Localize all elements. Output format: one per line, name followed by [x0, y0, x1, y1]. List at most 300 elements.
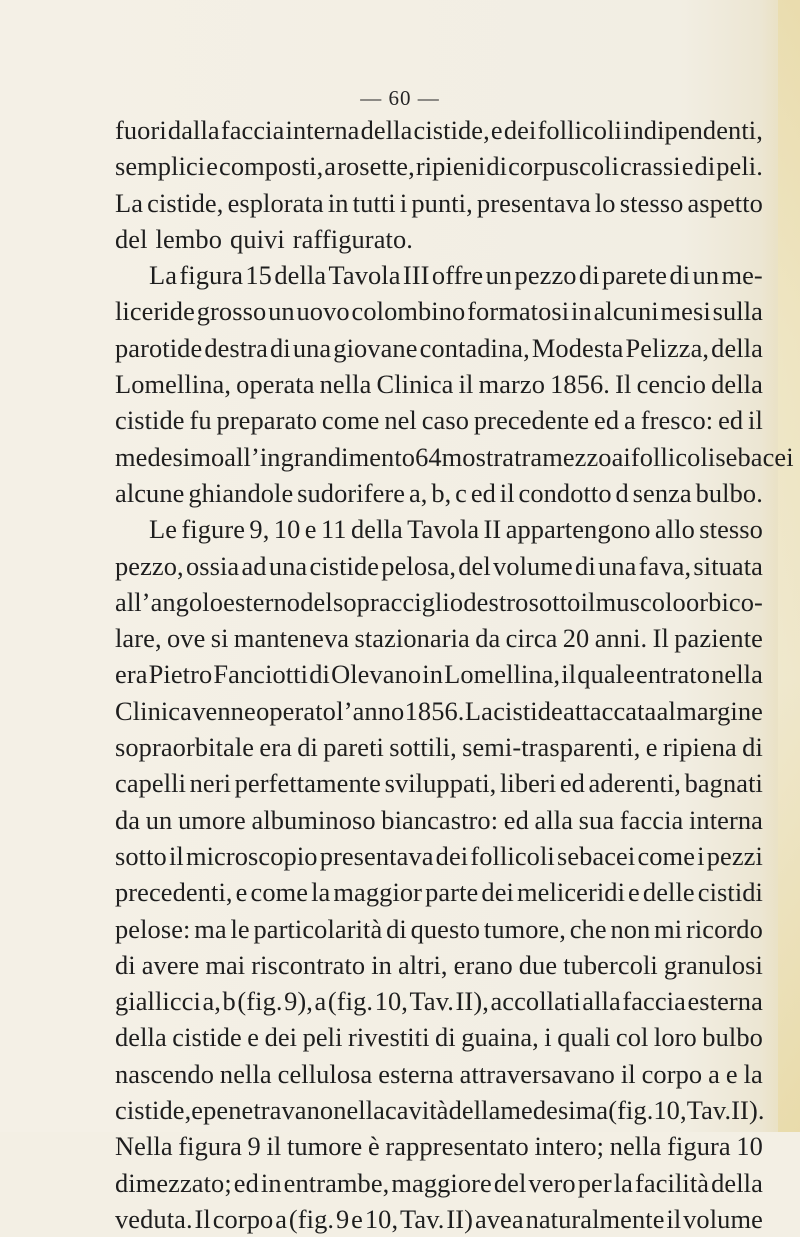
- word: lembo: [155, 223, 223, 254]
- word: II).: [731, 1095, 765, 1126]
- word: circa: [505, 623, 558, 654]
- word: di: [575, 550, 596, 581]
- word: sotto: [528, 586, 581, 617]
- word: bulbo: [702, 1022, 763, 1053]
- word: come: [637, 840, 696, 871]
- word: accollati: [490, 986, 581, 1017]
- word: La: [464, 695, 493, 726]
- word: volume: [683, 1203, 763, 1234]
- word: il: [666, 1203, 682, 1234]
- word: ripieni: [415, 151, 486, 182]
- word: la: [311, 877, 331, 908]
- word: cistide: [172, 1022, 242, 1053]
- word: ad: [241, 550, 267, 581]
- word: e: [681, 151, 694, 182]
- word: La: [115, 187, 144, 218]
- word: e: [191, 1095, 204, 1126]
- word: Olevano: [331, 659, 422, 690]
- word: di: [578, 260, 600, 291]
- word: semplici: [115, 151, 206, 182]
- word: ai: [611, 441, 631, 472]
- word: operato: [256, 695, 336, 726]
- word: nel: [384, 405, 417, 436]
- word: era: [259, 732, 292, 763]
- word: venne: [192, 695, 256, 726]
- word: Lomellina,: [115, 369, 232, 400]
- word: della: [711, 369, 763, 400]
- word: Il: [652, 623, 669, 654]
- word: altri,: [397, 949, 448, 980]
- word: da: [475, 623, 501, 654]
- word: in: [371, 949, 392, 980]
- text-line: [115, 1092, 763, 1128]
- word: del: [493, 1167, 527, 1198]
- word: cistide,: [147, 187, 224, 218]
- text-line: [115, 874, 763, 910]
- word: mostra: [441, 441, 515, 472]
- word: della: [711, 332, 763, 363]
- word: semi-trasparenti,: [462, 732, 641, 763]
- word: ghiandole: [188, 477, 294, 508]
- word: veduta.: [115, 1203, 193, 1234]
- word: destra: [204, 332, 268, 363]
- word: b,: [431, 477, 452, 508]
- word: 10: [273, 514, 301, 545]
- word: sviluppati,: [384, 768, 497, 799]
- word: tubercoli: [563, 949, 658, 980]
- word: manteneva: [233, 623, 350, 654]
- word: facilità: [635, 1167, 710, 1198]
- word: 64: [415, 441, 442, 472]
- word: aspetto: [687, 187, 763, 218]
- word: maggiore: [391, 1167, 492, 1198]
- word: rappresentato: [385, 1131, 529, 1162]
- word: 9),: [284, 986, 313, 1017]
- word: di: [486, 151, 508, 182]
- word: (fig.: [327, 986, 374, 1017]
- word: medesima: [500, 1095, 609, 1126]
- word: aderenti,: [588, 768, 681, 799]
- word: sottili,: [389, 732, 457, 763]
- word: Il: [194, 1203, 211, 1234]
- word: corpuscoli: [508, 151, 620, 182]
- word: all’ingrandimento: [224, 441, 416, 472]
- word: dei: [503, 115, 537, 145]
- word: raffigurato.: [292, 223, 413, 254]
- word: una: [268, 550, 308, 581]
- word: un: [268, 296, 295, 327]
- word: col: [615, 1022, 649, 1053]
- word: di: [115, 949, 136, 980]
- body-text: [115, 112, 794, 1237]
- word: Pietro: [148, 659, 213, 690]
- page-edge-stain: [778, 0, 800, 1132]
- word: indipendenti,: [623, 115, 763, 145]
- word: sebacei: [715, 441, 794, 472]
- word: l’anno: [336, 695, 405, 726]
- word: attaccata: [563, 695, 657, 726]
- word: Tavola: [328, 260, 401, 291]
- word: al: [656, 695, 676, 726]
- word: del: [458, 550, 491, 581]
- word: destro: [463, 586, 529, 617]
- text-line: [115, 765, 763, 801]
- word: come: [250, 877, 309, 908]
- word: a: [708, 1058, 720, 1089]
- word: penetravano: [203, 1095, 334, 1126]
- word: all’angolo: [115, 586, 223, 617]
- word: il: [580, 586, 596, 617]
- word: non: [610, 913, 651, 944]
- word: ed: [470, 477, 496, 508]
- word: contadina,: [419, 332, 530, 363]
- word: si: [210, 623, 229, 654]
- word: faccia: [619, 804, 684, 835]
- text-line: [115, 330, 763, 366]
- word: maggior: [333, 877, 423, 908]
- word: me-: [721, 260, 763, 291]
- word: della: [711, 1167, 763, 1198]
- word: di: [435, 1022, 456, 1053]
- text-line: [115, 802, 763, 838]
- word: interna: [688, 804, 763, 835]
- word: pareti: [323, 732, 384, 763]
- text-line: [115, 402, 763, 438]
- word: faccia: [220, 115, 285, 145]
- word: mi: [654, 913, 683, 944]
- word: a,: [408, 477, 428, 508]
- word: marzo: [478, 369, 546, 400]
- word: mezzo: [542, 441, 612, 472]
- word: era: [115, 659, 148, 690]
- text-line: [115, 656, 763, 692]
- word: e: [725, 1058, 738, 1089]
- word: Lomellina,: [444, 659, 561, 690]
- word: di: [742, 732, 763, 763]
- word: ove: [167, 623, 206, 654]
- word: appartengono: [505, 514, 651, 545]
- word: cistide,: [115, 1095, 192, 1126]
- text-line: [115, 475, 763, 511]
- word: lo: [594, 187, 616, 218]
- word: della: [350, 514, 403, 545]
- word: quale: [577, 659, 635, 690]
- word: pelose:: [115, 913, 191, 944]
- word: avere: [141, 949, 200, 980]
- word: alla: [534, 804, 574, 835]
- word: a: [324, 151, 337, 182]
- text-line: [115, 1165, 763, 1201]
- word: 20: [562, 623, 590, 654]
- word: meliceridi: [517, 877, 625, 908]
- word: vero: [528, 1167, 576, 1198]
- word: e: [351, 1203, 363, 1234]
- word: figura: [667, 1131, 731, 1162]
- word: 15: [245, 260, 272, 291]
- word: condotto: [518, 477, 612, 508]
- word: in: [571, 296, 592, 327]
- word: corpo: [212, 1203, 274, 1234]
- word: nella: [219, 1058, 272, 1089]
- word: composti,: [219, 151, 324, 182]
- word: d: [615, 477, 629, 508]
- word: della: [115, 1022, 167, 1053]
- word: operata: [236, 369, 315, 400]
- word: corpo: [641, 1058, 703, 1089]
- word: La: [149, 260, 178, 291]
- word: e: [235, 877, 248, 908]
- word: erano: [453, 949, 513, 980]
- word: grosso: [196, 296, 267, 327]
- word: c: [455, 477, 467, 508]
- word: Tav.: [686, 1095, 732, 1126]
- word: 1856.: [404, 695, 465, 726]
- word: caso: [421, 405, 470, 436]
- word: (fig.: [288, 1203, 335, 1234]
- word: un: [145, 804, 173, 835]
- word: Tav.: [409, 986, 454, 1017]
- word: mai: [205, 949, 246, 980]
- word: nella: [333, 1095, 385, 1126]
- word: di: [270, 332, 291, 363]
- word: volume: [493, 550, 573, 581]
- page-number-header: — 60 —: [360, 86, 440, 110]
- word: parte: [425, 877, 479, 908]
- word: medesimo: [115, 441, 225, 472]
- word: esplorata: [227, 187, 324, 218]
- word: Nella: [115, 1131, 173, 1162]
- word: naturalmente: [525, 1203, 665, 1234]
- word: esterna: [378, 1058, 454, 1089]
- word: (fig.: [237, 986, 283, 1017]
- word: albuminoso: [251, 804, 376, 835]
- text-line: [115, 838, 763, 874]
- text-line: [115, 693, 763, 729]
- word: neri: [189, 768, 232, 799]
- word: del: [115, 223, 148, 254]
- word: granulosi: [663, 949, 763, 980]
- word: un: [485, 260, 513, 291]
- word: rivestiti: [348, 1022, 430, 1053]
- word: avea: [474, 1203, 524, 1234]
- word: cistide: [309, 550, 380, 581]
- word: guaina,: [461, 1022, 539, 1053]
- word: sulla: [712, 296, 763, 327]
- word: di: [386, 913, 407, 944]
- word: a,: [202, 986, 221, 1017]
- word: follicoli: [470, 840, 555, 871]
- word: precedenti,: [115, 877, 233, 908]
- text-line: [115, 148, 763, 184]
- word: follicoli: [537, 115, 622, 145]
- word: attraversavano: [459, 1058, 615, 1089]
- word: per: [577, 1167, 612, 1198]
- word: follicoli: [630, 441, 716, 472]
- word: cencio: [636, 369, 707, 400]
- word: bagnati: [684, 768, 763, 799]
- word: III: [402, 260, 430, 291]
- word: tumore: [286, 1131, 363, 1162]
- word: a: [314, 986, 327, 1017]
- word: interna: [285, 115, 360, 145]
- word: dei: [435, 840, 469, 871]
- word: nella: [319, 369, 372, 400]
- word: figure: [181, 514, 246, 545]
- word: allo: [654, 514, 695, 545]
- word: b: [222, 986, 236, 1017]
- word: quivi: [230, 223, 285, 254]
- word: II): [446, 1203, 474, 1234]
- word: fu: [189, 405, 212, 436]
- word: dei: [264, 1022, 298, 1053]
- text-line: [115, 112, 763, 148]
- word: preparato: [216, 405, 318, 436]
- word: cistide: [115, 405, 185, 436]
- word: una: [598, 550, 637, 581]
- word: sopracciglio: [332, 586, 464, 617]
- word: orbico-: [685, 586, 763, 617]
- word: del: [300, 586, 333, 617]
- text-line: [115, 1019, 763, 1055]
- text-line: [115, 548, 763, 584]
- word: in: [260, 1167, 282, 1198]
- word: stazionaria: [354, 623, 470, 654]
- word: dei: [481, 877, 514, 908]
- word: sudorifere: [297, 477, 406, 508]
- text-line: [115, 1201, 763, 1237]
- word: crassi: [620, 151, 681, 182]
- word: 9: [335, 1203, 350, 1234]
- word: liceride: [115, 296, 195, 327]
- word: da: [115, 804, 141, 835]
- word: due: [518, 949, 558, 980]
- word: 9,: [249, 514, 270, 545]
- word: rosette,: [337, 151, 415, 182]
- word: bulbo.: [695, 477, 763, 508]
- word: dimezzato;: [115, 1167, 232, 1198]
- word: anni.: [594, 623, 648, 654]
- word: alcune: [115, 477, 185, 508]
- word: ed: [233, 1167, 259, 1198]
- word: il: [266, 1131, 282, 1162]
- word: cellulosa: [277, 1058, 373, 1089]
- word: figura: [179, 260, 244, 291]
- word: perfettamente: [234, 768, 381, 799]
- word: capelli: [115, 768, 187, 799]
- word: figura: [178, 1131, 242, 1162]
- word: pezzi: [706, 840, 763, 871]
- word: particolarità: [253, 913, 383, 944]
- word: nascendo: [115, 1058, 214, 1089]
- word: parete: [602, 260, 668, 291]
- word: senza: [632, 477, 692, 508]
- word: pezzo,: [115, 550, 184, 581]
- word: sopraorbitale: [115, 732, 255, 763]
- word: i: [697, 840, 705, 871]
- word: il: [499, 477, 515, 508]
- word: ossia: [185, 550, 240, 581]
- word: il: [748, 405, 763, 436]
- word: Clinica: [376, 369, 454, 400]
- word: alla: [582, 986, 621, 1017]
- text-line: [115, 620, 763, 656]
- word: in: [422, 659, 444, 690]
- word: della: [274, 260, 327, 291]
- word: che: [569, 913, 607, 944]
- word: punti,: [411, 187, 473, 218]
- word: il: [561, 659, 577, 690]
- word: pelosa,: [381, 550, 457, 581]
- word: margine: [676, 695, 763, 726]
- word: sebacei: [556, 840, 636, 871]
- word: il: [620, 1058, 636, 1089]
- word: riscontrato: [251, 949, 366, 980]
- word: le: [230, 913, 250, 944]
- word: uovo: [296, 296, 350, 327]
- word: tutti: [352, 187, 396, 218]
- word: ma: [194, 913, 227, 944]
- text-line: [115, 293, 763, 329]
- word: i: [399, 187, 408, 218]
- word: pezzo: [514, 260, 577, 291]
- word: peli: [302, 1022, 343, 1053]
- word: liberi: [499, 768, 557, 799]
- word: il: [168, 840, 184, 871]
- word: di: [669, 260, 691, 291]
- text-line: [115, 1056, 763, 1092]
- word: 11: [320, 514, 347, 545]
- text-line: [115, 257, 763, 293]
- word: sua: [578, 804, 615, 835]
- word: cistide,: [413, 115, 490, 145]
- text-line: [115, 511, 763, 547]
- word: di: [694, 151, 716, 182]
- word: 10,: [653, 1095, 687, 1126]
- word: Le: [149, 514, 178, 545]
- word: tra: [514, 441, 543, 472]
- text-line: [115, 366, 763, 402]
- word: parotide: [115, 332, 203, 363]
- word: fava,: [638, 550, 692, 581]
- word: ed: [559, 768, 585, 799]
- word: 10: [736, 1131, 763, 1162]
- text-line: [115, 1128, 763, 1164]
- word: 10,: [364, 1203, 399, 1234]
- word: un: [692, 260, 720, 291]
- word: e: [645, 732, 658, 763]
- word: II: [483, 514, 502, 545]
- word: e: [490, 115, 503, 145]
- word: e: [628, 877, 640, 908]
- text-line: [115, 584, 763, 620]
- word: intero;: [534, 1131, 605, 1162]
- word: nella: [711, 659, 763, 690]
- word: e: [304, 514, 317, 545]
- word: situata: [693, 550, 763, 581]
- word: Fanciotti: [213, 659, 309, 690]
- word: cistidi: [697, 877, 763, 908]
- word: ricordo: [685, 913, 763, 944]
- word: a: [275, 1203, 288, 1234]
- word: ed: [718, 405, 744, 436]
- word: delle: [642, 877, 695, 908]
- word: 10,: [374, 986, 408, 1017]
- word: entrambe,: [283, 1167, 390, 1198]
- word: la: [613, 1167, 633, 1198]
- word: esterna: [687, 986, 763, 1017]
- word: loro: [653, 1022, 697, 1053]
- word: a: [624, 405, 636, 436]
